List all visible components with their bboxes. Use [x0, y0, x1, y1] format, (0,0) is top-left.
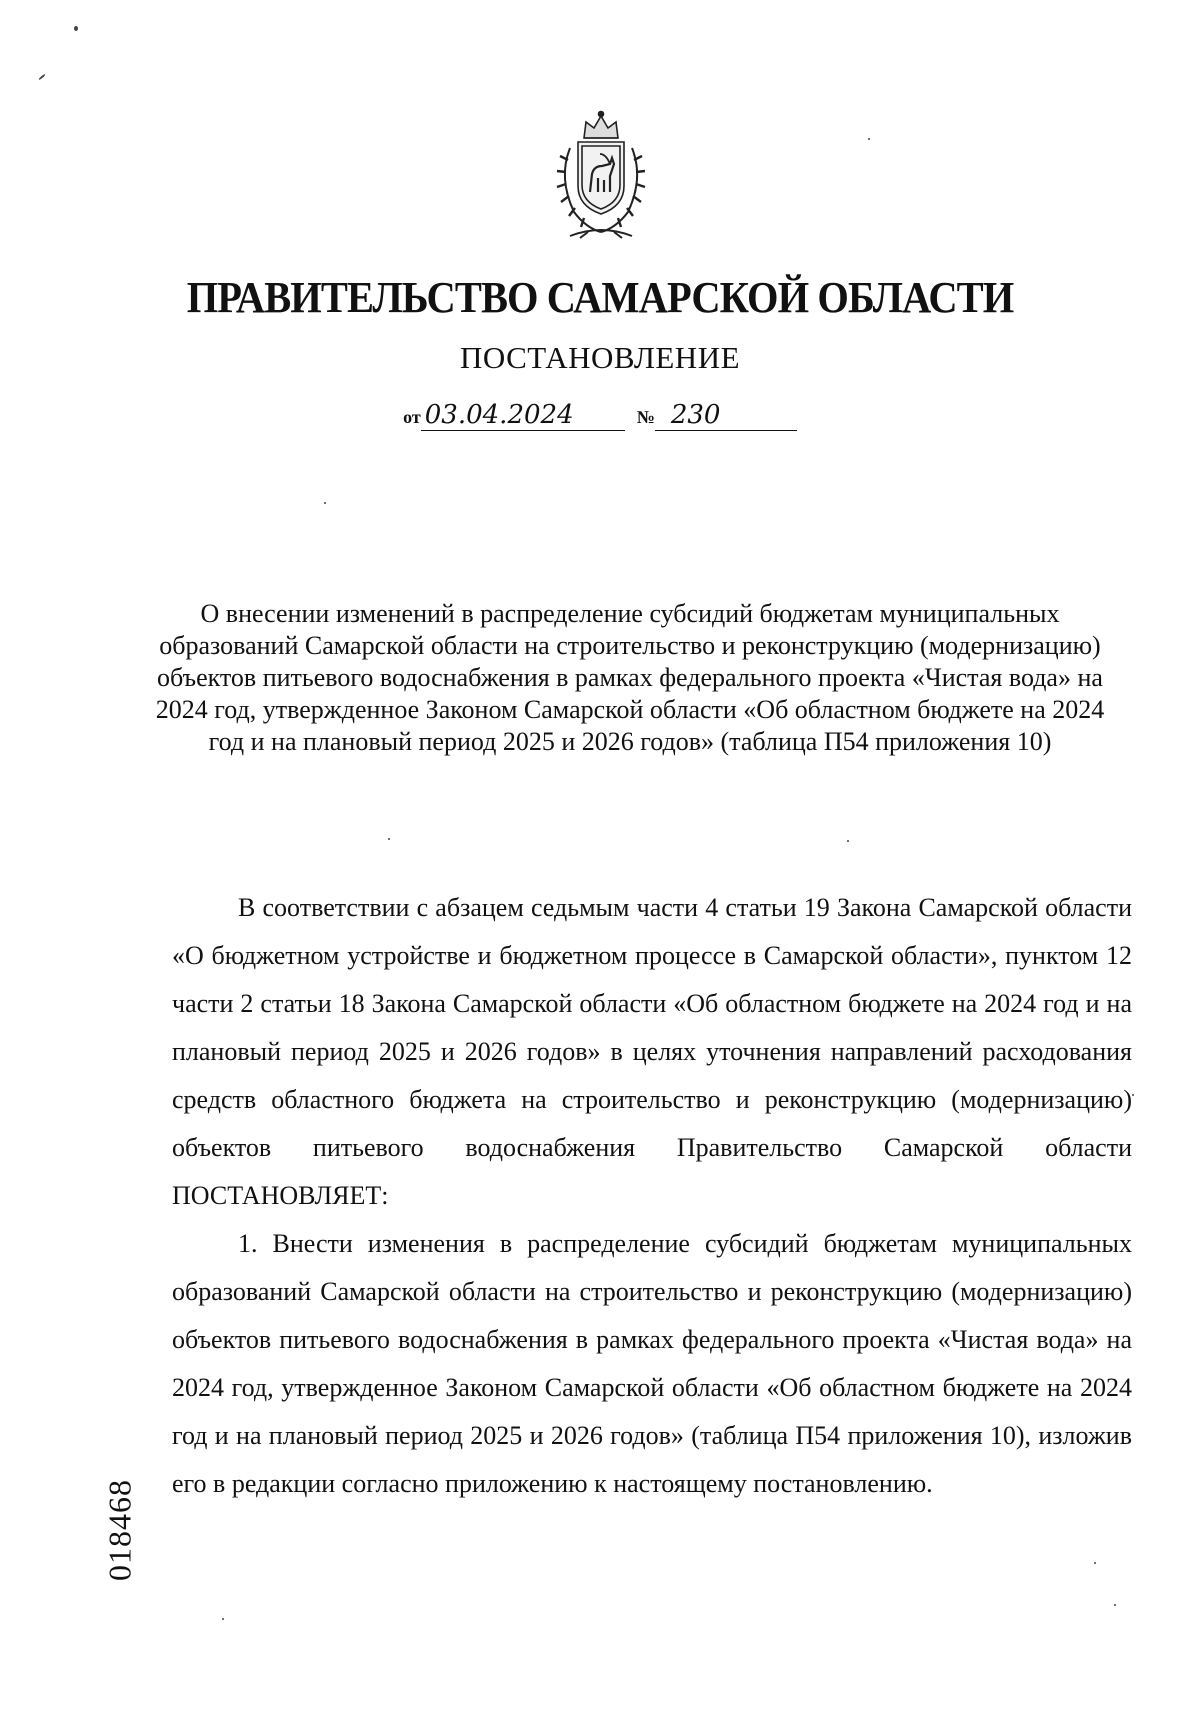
- document-subject: О внесении изменений в распределение субсидий бюджетам муниципальных образований Самарской области на строительство и реконструкцию (модернизацию) объектов питьевого водоснабжения в рамках федерального проекта «Чистая вода» на 2024 год, утвержденное Законом Самарской области «Об областном бюджете на 2024 год и на плановый период 2025 и 2026 годов» (таблица П54 приложения 10): [155, 599, 1105, 756]
- date-value: 03.04.2024: [421, 400, 625, 431]
- scan-speck: [222, 1618, 224, 1620]
- date-number-line: [0, 400, 1200, 431]
- document-type: ПОСТАНОВЛЕНИЕ: [459, 340, 741, 375]
- document-body: [172, 884, 1132, 1508]
- number-label: №: [636, 407, 655, 427]
- preamble-paragraph: В соответствии с абзацем седьмым части 4 статьи 19 Закона Самарской области «О бюджетном устройстве и бюджетном процессе в Самарской области», пунктом 12 части 2 статьи 18 Закона Самарской области «Об областном бюджете на 2024 год и на плановый период 2025 и 2026 годов» в целях уточнения направлений расходования средств областного бюджета на строительство и реконструкцию (модернизацию) объектов питьевого водоснабжения Правительство Самарской области ПОСТАНОВЛЯЕТ:: [172, 893, 1132, 1210]
- government-name: ПРАВИТЕЛЬСТВО САМАРСКОЙ ОБЛАСТИ: [186, 273, 1014, 322]
- item-1-paragraph: 1. Внести изменения в распределение субсидий бюджетам муниципальных образований Самарской области на строительство и реконструкцию (модернизацию) объектов питьевого водоснабжения в рамках федерального проекта «Чистая вода» на 2024 год, утвержденное Законом Самарской области «Об областном бюджете на 2024 год и на плановый период 2025 и 2026 годов» (таблица П54 приложения 10), изложив его в редакции согласно приложению к настоящему постановлению.: [172, 1229, 1132, 1498]
- date-label: от: [403, 407, 421, 427]
- scan-speck: [74, 26, 78, 31]
- number-value: 230: [655, 400, 797, 431]
- scan-speck: [1114, 1604, 1116, 1606]
- scan-speck: [1094, 1562, 1096, 1564]
- scan-speck: [38, 74, 45, 81]
- scan-speck: [1132, 1094, 1134, 1096]
- coat-of-arms-icon: [540, 108, 662, 244]
- scan-speck: [847, 840, 849, 842]
- serial-number-text: 018468: [101, 1479, 138, 1581]
- scan-speck: [388, 838, 390, 840]
- scan-speck: [868, 138, 870, 140]
- scan-speck: [324, 502, 326, 504]
